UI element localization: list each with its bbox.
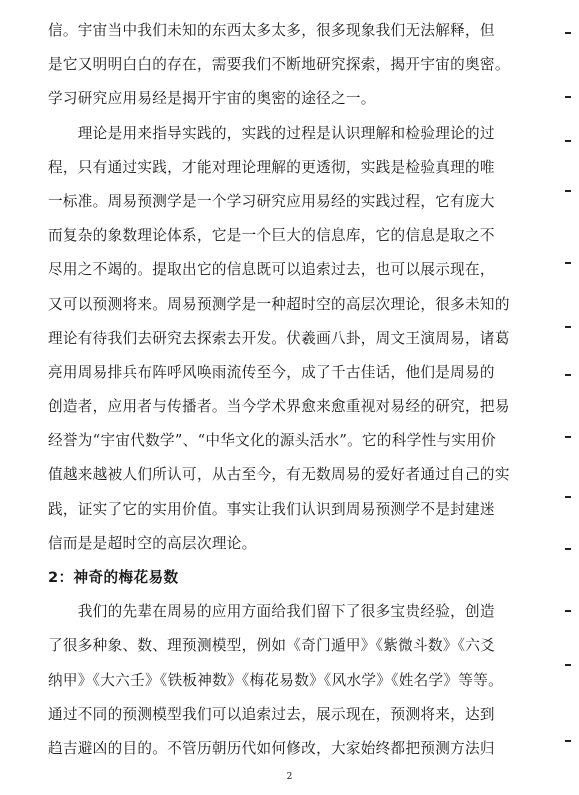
text-line: 我们的先辈在周易的应用方面给我们留下了很多宝贵经验，创造 [48,603,495,621]
margin-mark [565,262,571,264]
margin-mark [565,140,571,142]
text-line: 尽用之不竭的。提取出它的信息既可以追索过去，也可以展示现在， [48,261,495,279]
text-line: 又可以预测将来。周易预测学是一种超时空的高层次理论，很多未知的 [48,295,510,313]
margin-mark [565,374,571,376]
text-line: 创造者，应用者与传播者。当今学术界愈来愈重视对易经的研究，把易 [48,398,510,416]
text-line: 值越来越被人们所认可，从古至今，有无数周易的爱好者通过自己的实 [48,466,510,484]
text-line: 了很多种象、数、理预测模型，例如《奇门遁甲》《紫微斗数》《六爻 [48,637,496,655]
section-heading: 2：神奇的梅花易数 [48,569,179,586]
margin-mark [565,436,571,438]
text-line: 程，只有通过实践，才能对理论理解的更透彻，实践是检验真理的唯 [48,158,495,176]
text-line: 是它又明明白白的存在，需要我们不断地研究探索，揭开宇宙的奥密。 [48,56,510,74]
text-line: 信。宇宙当中我们未知的东西太多太多，很多现象我们无法解释，但 [48,22,495,39]
margin-mark [565,496,571,498]
margin-mark [565,32,571,34]
text-line: 纳甲》《大六壬》《铁板神数》《梅花易数》《风水学》《姓名学》等等。 [48,671,503,689]
text-line: 亮用周易排兵布阵呼风唤雨流传至今，成了千古佳话，他们是周易的 [48,363,495,381]
text-line: 通过不同的预测模型我们可以追索过去，展示现在，预测将来，达到 [48,705,495,723]
text-line: 一标准。周易预测学是一个学习研究应用易经的实践过程，它有庞大 [48,192,495,210]
text-line: 理论有待我们去研究去探索去开发。伏羲画八卦，周文王演周易，诸葛 [48,329,510,347]
page-number: 2 [286,772,293,782]
margin-mark [565,664,571,666]
text-line: 而复杂的象数理论体系，它是一个巨大的信息库，它的信息是取之不 [48,227,495,245]
margin-mark [565,326,571,328]
margin-mark [565,740,571,742]
body-text [48,14,524,766]
margin-mark [565,548,571,550]
text-line: 学习研究应用易经是揭开宇宙的奥密的途径之一。 [48,90,376,108]
text-line: 理论是用来指导实践的，实践的过程是认识理解和检验理论的过 [48,124,495,142]
text-line: 信而是是超时空的高层次理论。 [48,534,257,552]
margin-mark [565,96,571,98]
margin-mark [565,610,571,612]
margin-mark [565,190,571,192]
text-line: 践，证实了它的实用价值。事实让我们认识到周易预测学不是封建迷 [48,500,495,518]
text-line: 趋吉避凶的目的。不管历朝历代如何修改，大家始终都把预测方法归 [48,739,495,757]
text-line: 经誉为“宇宙代数学”、“中华文化的源头活水”。它的科学性与实用价 [48,432,497,450]
